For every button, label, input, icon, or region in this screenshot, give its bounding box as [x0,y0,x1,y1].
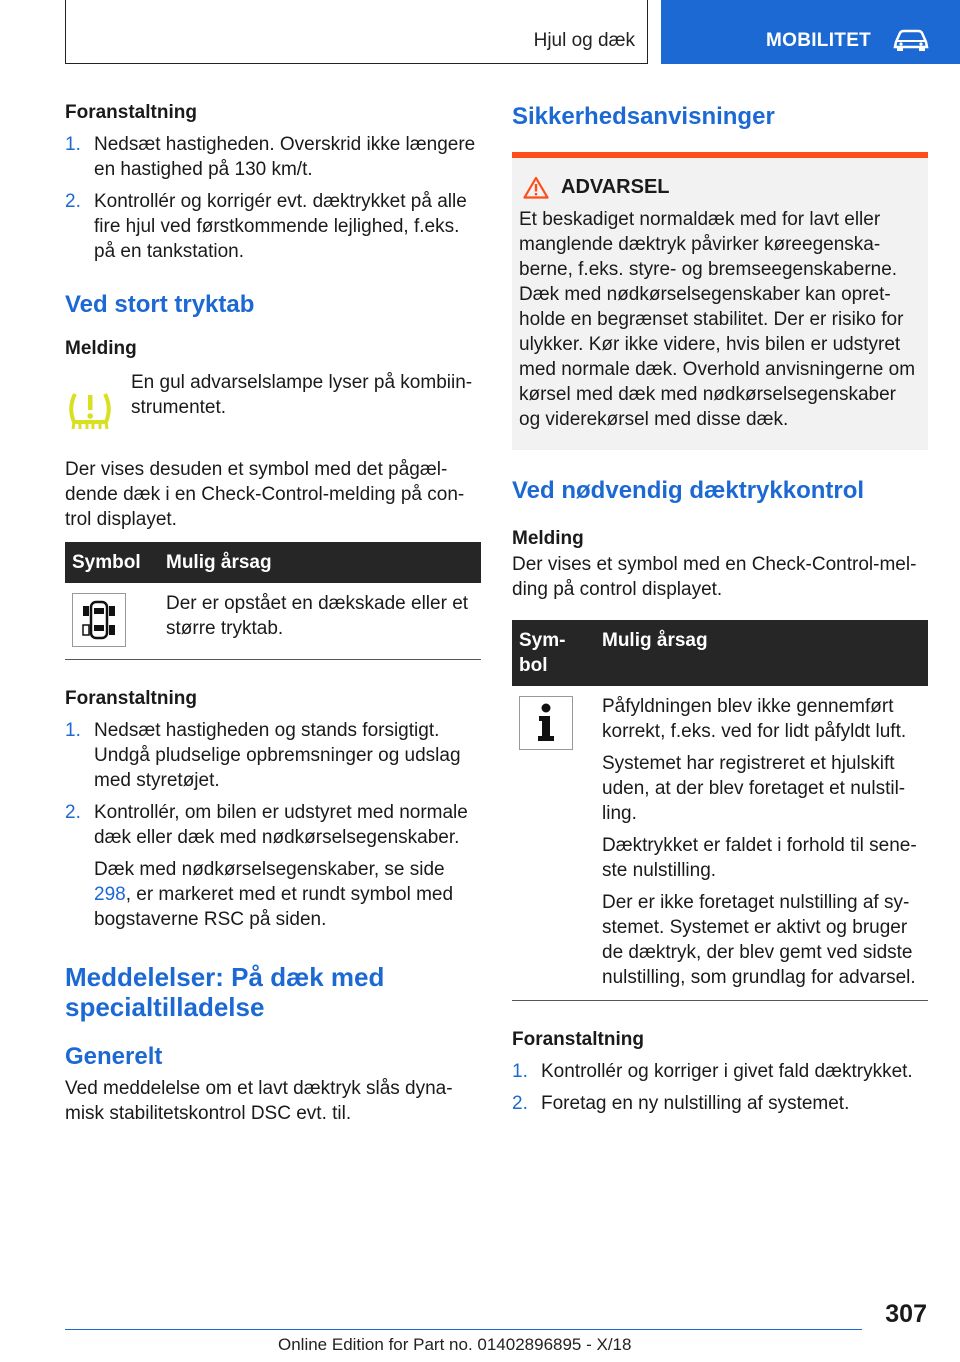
table-header-symbol: Sym- bol [512,620,595,686]
step-number: 2. [512,1093,528,1114]
symbol-intro-text: Der vises desuden et symbol med det pågæl- dende dæk i en Check-Control-melding på con- trol displayet. [65,459,465,530]
measures-list [512,1059,928,1116]
needed-check-heading: Ved nødvendig dæktrykkontrol [512,477,865,504]
step-number: 1. [65,720,81,741]
general-text: Ved meddelelse om et lavt dæktryk slås dyna- misk stabilitetskontrol DSC evt. til. [65,1078,453,1124]
rsc-note: Dæk med nødkørselsegenskaber, se side 298, er markeret med et rundt symbol med bogstaverne RSC på siden. [94,859,454,930]
cause-text: Der er opstået en dækskade eller et større tryktab. [166,593,469,639]
list-item: 1. Kontrollér og korriger i givet fald dæktrykket. [512,1061,913,1082]
measures-list [65,718,481,932]
right-column [512,100,928,1123]
message-heading: Melding [512,528,584,549]
message-text: Der vises et symbol med en Check-Control-mel- ding på control displayet. [512,554,917,600]
table-row [65,583,481,660]
car-tire-damage-icon [72,593,126,647]
header-chapter-title: MOBILITET [766,30,872,51]
warning-triangle-icon [523,176,549,199]
measures-heading: Foranstaltning [512,1029,644,1050]
table-row [512,686,928,1001]
warning-label: ADVARSEL [561,176,670,198]
page-number: 307 [885,1300,927,1328]
symbol-table [65,542,481,660]
warning-text: Et beskadiget normaldæk med for lavt eller manglende dæktryk påvirker køreegenska- berne, f.eks. styre- og bremseegenskaberne. Dæk med nødkørselsegenskaber kan opret- holde en begrænset stabilitet. Der er risiko for ulykker. Kør ikke videre, hvis bilen er udstyret med normale dæk. Overhold anvisningerne om kørsel med dæk med nødkørselsegenskaber og viderekørsel med disse dæk. [519,209,916,430]
step-number: 1. [65,134,81,155]
list-item: 1. Nedsæt hastigheden og stands forsigtigt. Undgå pludselige opbremsninger og udslag med styretøjet. [65,720,461,791]
footer-divider [65,1329,862,1330]
footer-edition-text: Online Edition for Part no. 01402896895 - X/18 [278,1335,632,1354]
cause-text: Påfyldningen blev ikke gennemført korrekt, f.eks. ved for lidt påfyldt luft. [602,696,907,742]
list-item: 2. Kontrollér, om bilen er udstyret med normale dæk eller dæk med nødkørselsegenskaber. Dæk med nødkørselsegenskaber, se side 298, er markeret med et rundt symbol med bogstaverne RSC på siden. [65,800,481,932]
header-section-title: Hjul og dæk [533,30,635,51]
table-header-cause: Mulig årsag [159,542,481,583]
cause-text: Dæktrykket er faldet i forhold til sene- ste nulstilling. [602,835,917,881]
measures-heading: Foranstaltning [65,102,197,123]
table-header-symbol: Symbol [65,542,159,583]
cause-text: Der er ikke foretaget nulstilling af sy- stemet. Systemet er aktivt og bruger de dæktryk, der blev gemt ved sidste nulstilling, som grundlag for advarsel. [602,892,916,988]
list-item: 1. Nedsæt hastigheden. Overskrid ikke længere en hastighed på 130 km/t. [65,134,476,180]
list-item: 2. Kontrollér og korrigér evt. dæktrykket på alle fire hjul ved førstkommende lejlighed, f.eks. på en tankstation. [65,191,467,262]
safety-heading: Sikkerhedsanvisninger [512,103,775,130]
general-heading: Generelt [65,1043,163,1070]
big-loss-heading: Ved stort tryktab [65,291,255,318]
step-number: 2. [65,191,81,212]
measures-list [65,132,481,264]
header-section-box [65,0,648,64]
left-column [65,100,481,1126]
symbol-table [512,620,928,1001]
car-icon [892,28,930,52]
step-number: 2. [65,802,81,823]
page-link[interactable]: 298 [94,884,126,905]
message-heading: Melding [65,338,137,359]
header-chapter-tab[interactable] [661,0,960,64]
lamp-row [65,370,481,437]
list-item: 2. Foretag en ny nulstilling af systemet. [512,1093,850,1114]
special-tires-heading: Meddelelser: På dæk med specialtilladelse [65,962,385,1022]
warning-box [512,152,928,450]
measures-heading: Foranstaltning [65,688,197,709]
step-number: 1. [512,1061,528,1082]
tire-pressure-warning-icon [65,386,115,432]
cause-text: Systemet har registreret et hjulskift uden, at der blev foretaget et nulstil- ling. [602,753,906,824]
lamp-text: En gul advarselslampe lyser på kombiin- strumentet. [131,372,473,418]
info-icon [519,696,573,750]
table-header-cause: Mulig årsag [595,620,928,686]
